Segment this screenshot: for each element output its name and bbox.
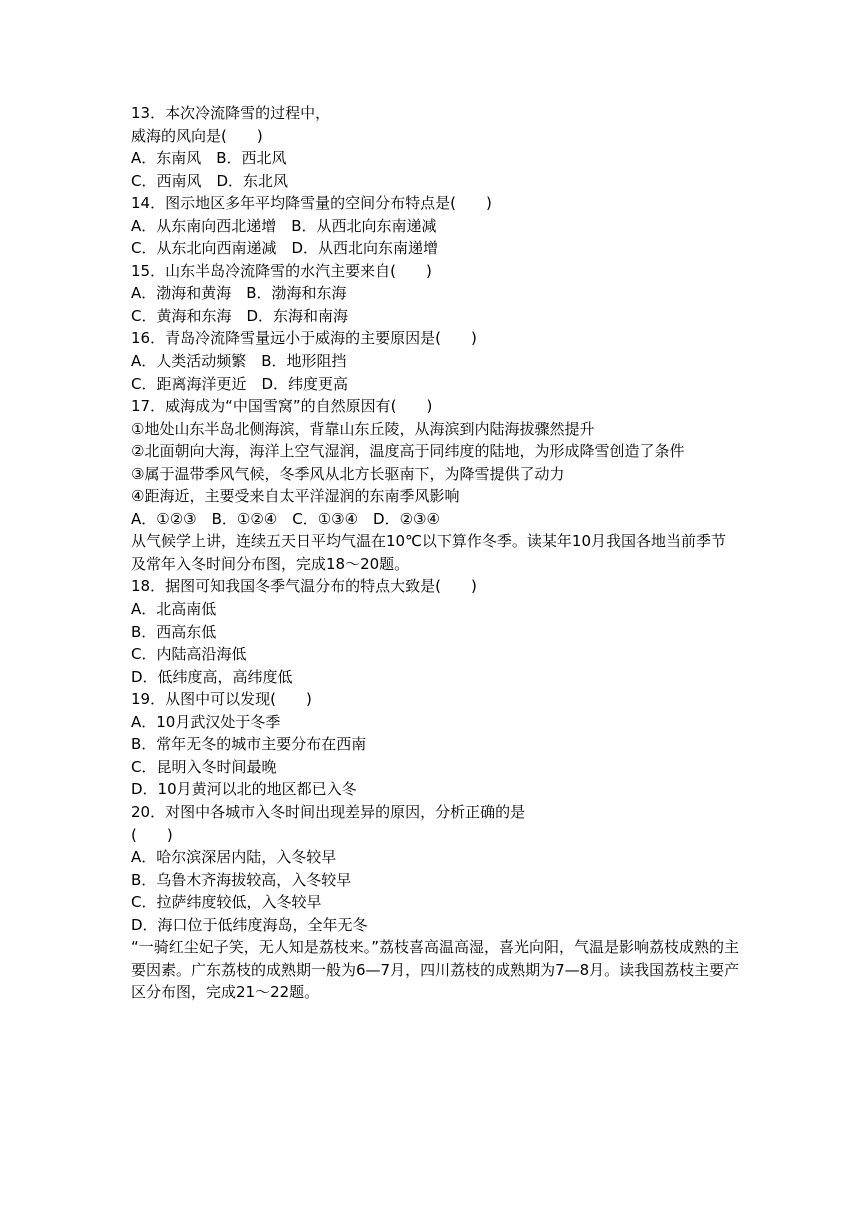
question-17-statement-1: ①地处山东半岛北侧海滨，背靠山东丘陵，从海滨到内陆海拔骤然提升 [131, 419, 595, 438]
document-body [131, 102, 741, 1004]
question-17-options: A．①②③ B．①②④ C．①③④ D．②③④ [131, 509, 440, 528]
question-15-options-cd: C．黄海和东海 D．东海和南海 [131, 306, 349, 325]
question-17-statement-2: ②北面朝向大海，海洋上空气湿润，温度高于同纬度的陆地，为形成降雪创造了条件 [131, 442, 685, 461]
question-20-stem-cont: ( ) [131, 825, 173, 844]
question-18-stem: 18．据图可知我国冬季气温分布的特点大致是( ) [131, 577, 477, 596]
question-14-options-cd: C．从东北向西南递减 D．从西北向东南递增 [131, 239, 439, 258]
passage-21-22: “一骑红尘妃子笑，无人知是荔枝来。”荔枝喜高温高湿，喜光向阳，气温是影响荔枝成熟的主要因素。广东荔枝的成熟期一般为6—7月，四川荔枝的成熟期为7—8月。读我国荔枝主要产区分布图，完成21～22题。 [131, 938, 740, 1002]
question-13-options-ab: A．东南风 B．西北风 [131, 149, 287, 168]
question-14-stem: 14．图示地区多年平均降雪量的空间分布特点是( ) [131, 194, 492, 213]
question-20-option-a: A．哈尔滨深居内陆，入冬较早 [131, 848, 337, 867]
question-17-statement-4: ④距海近，主要受来自太平洋湿润的东南季风影响 [131, 487, 460, 506]
question-19-stem: 19．从图中可以发现( ) [131, 690, 312, 709]
question-18-option-c: C．内陆高沿海低 [131, 645, 247, 664]
question-18-option-b: B．西高东低 [131, 622, 217, 641]
question-17-stem: 17．威海成为“中国雪窝”的自然原因有( ) [131, 397, 433, 416]
question-20-option-c: C．拉萨纬度较低，入冬较早 [131, 893, 322, 912]
question-16-options-cd: C．距离海洋更近 D．纬度更高 [131, 374, 349, 393]
question-13-options-cd: C．西南风 D．东北风 [131, 171, 289, 190]
question-15-stem: 15．山东半岛冷流降雪的水汽主要来自( ) [131, 261, 432, 280]
question-19-option-d: D．10月黄河以北的地区都已入冬 [131, 780, 357, 799]
question-15-options-ab: A．渤海和黄海 B．渤海和东海 [131, 284, 347, 303]
question-16-options-ab: A．人类活动频繁 B．地形阻挡 [131, 352, 347, 371]
question-13-stem: 13．本次冷流降雪的过程中， [131, 104, 331, 122]
question-18-option-d: D．低纬度高，高纬度低 [131, 667, 293, 686]
passage-18-20: 从气候学上讲，连续五天日平均气温在10℃以下算作冬季。读某年10月我国各地当前季节及常年入冬时间分布图，完成18～20题。 [131, 532, 727, 573]
question-18-option-a: A．北高南低 [131, 600, 217, 619]
question-20-stem: 20．对图中各城市入冬时间出现差异的原因，分析正确的是 [131, 802, 526, 821]
question-20-option-d: D．海口位于低纬度海岛，全年无冬 [131, 915, 368, 934]
question-19-option-b: B．常年无冬的城市主要分布在西南 [131, 735, 367, 754]
question-14-options-ab: A．从东南向西北递增 B．从西北向东南递减 [131, 216, 437, 235]
question-19-option-c: C．昆明入冬时间最晚 [131, 757, 277, 776]
question-20-option-b: B．乌鲁木齐海拔较高，入冬较早 [131, 870, 352, 889]
question-13-stem-cont: 威海的风向是( ) [131, 126, 263, 145]
question-17-statement-3: ③属于温带季风气候，冬季风从北方长驱南下，为降雪提供了动力 [131, 464, 565, 483]
question-16-stem: 16．青岛冷流降雪量远小于威海的主要原因是( ) [131, 329, 477, 348]
question-19-option-a: A．10月武汉处于冬季 [131, 712, 281, 731]
